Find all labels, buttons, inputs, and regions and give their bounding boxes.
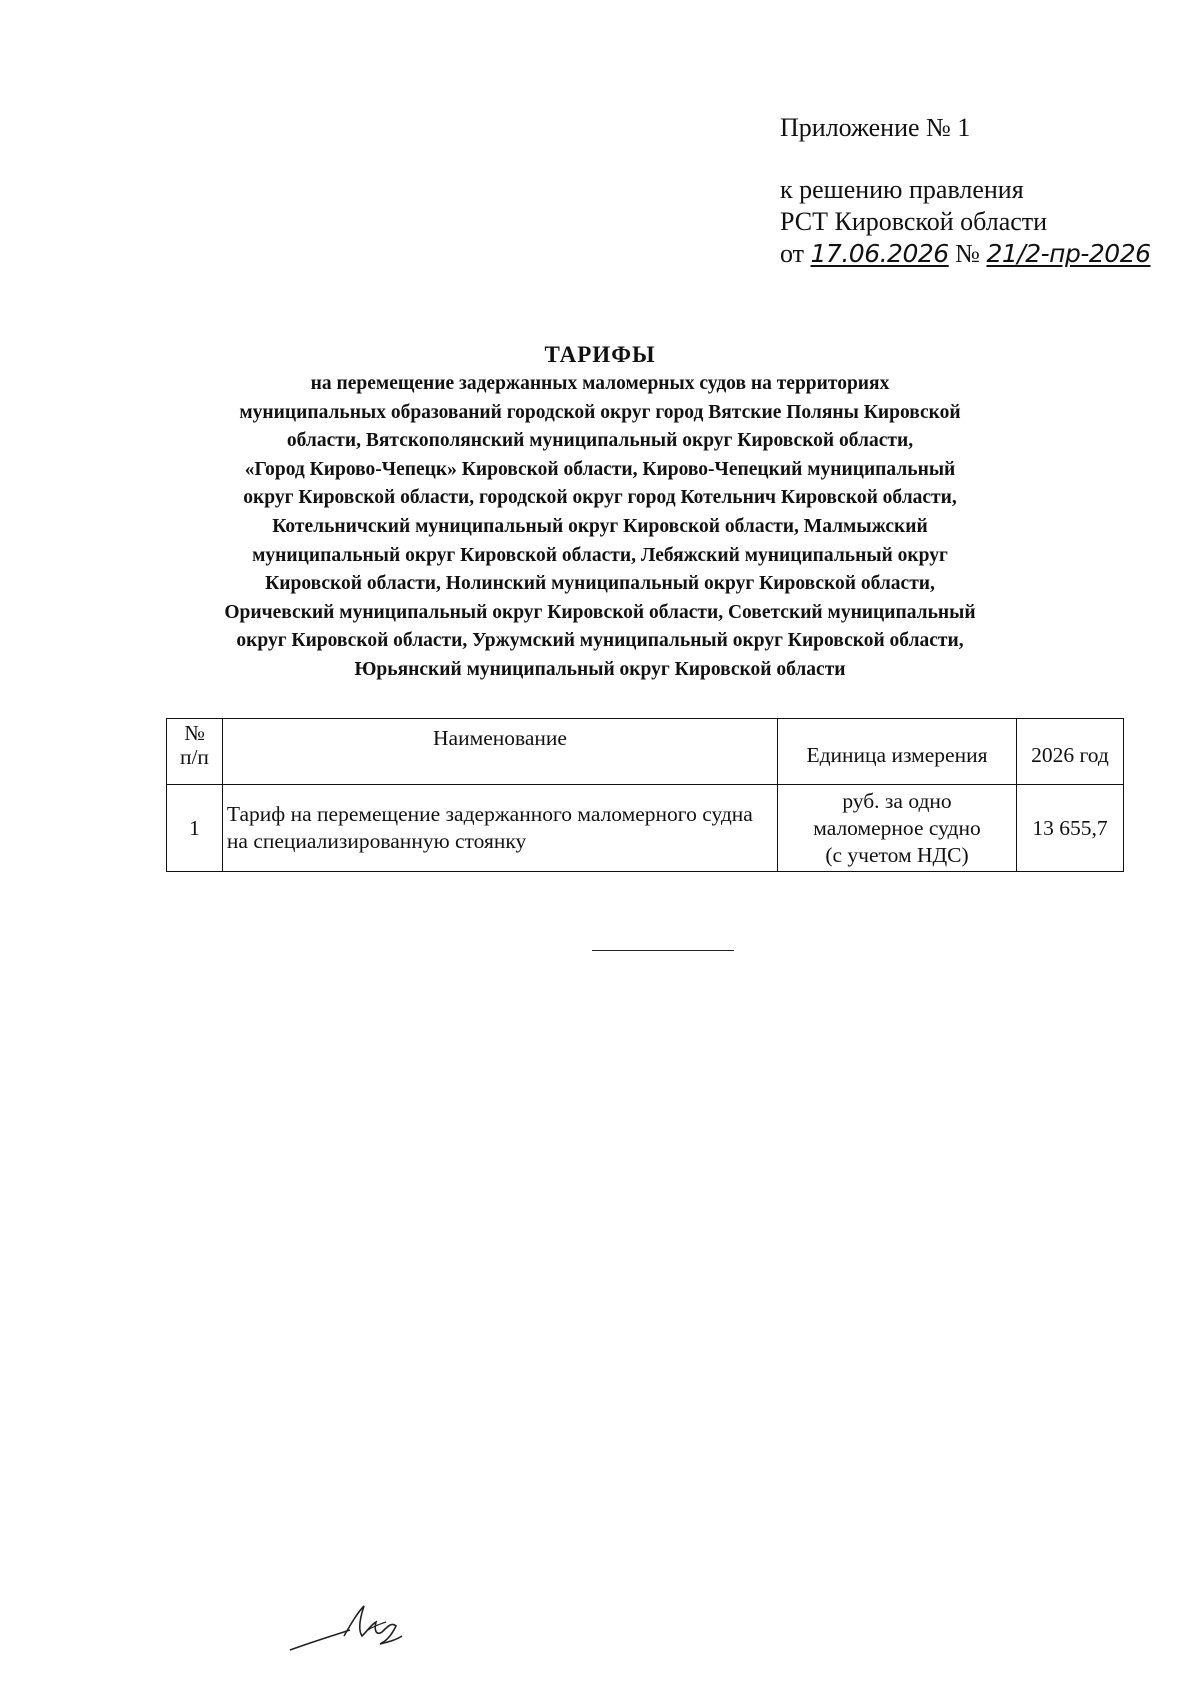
appendix-title: Приложение № 1 (780, 113, 971, 142)
subtitle-line: муниципальных образований городской округ город Вятские Поляны Кировской (239, 401, 961, 423)
cell-unit: руб. за одно маломерное судно (с учетом НДС) (778, 785, 1017, 872)
subtitle-line: «Город Кирово-Чепецк» Кировской области, Кирово-Чепецкий муниципальный (244, 458, 956, 480)
table-row (167, 785, 1124, 872)
document-subtitle (150, 370, 1050, 685)
number-sign: № (955, 239, 980, 268)
appendix-date-number-line (780, 238, 1151, 270)
subtitle-line: округ Кировской области, Уржумский муниципальный округ Кировской области, (236, 630, 964, 652)
appendix-block (780, 112, 1151, 270)
subtitle-line: округ Кировской области, городской округ город Котельнич Кировской области, (243, 487, 957, 509)
date-prefix: от (780, 239, 805, 268)
end-divider (592, 950, 734, 951)
subtitle-line: Оричевский муниципальный округ Кировской области, Советский муниципальный (224, 601, 976, 623)
appendix-authority-line: РСТ Кировской области (780, 207, 1048, 236)
handwritten-date: 17.06.2026 (810, 239, 949, 268)
handwritten-number: 21/2-пр-2026 (986, 239, 1151, 268)
header-name: Наименование (222, 719, 777, 785)
cell-number: 1 (167, 785, 223, 872)
cell-value: 13 655,7 (1016, 785, 1123, 872)
table-header-row (167, 719, 1124, 785)
header-year: 2026 год (1016, 719, 1123, 785)
header-unit: Единица измерения (778, 719, 1017, 785)
cell-name: Тариф на перемещение задержанного маломерного судна на специализированную стоянку (222, 785, 777, 872)
header-number: № п/п (167, 719, 223, 785)
subtitle-line: области, Вятскополянский муниципальный округ Кировской области, (286, 430, 914, 452)
subtitle-line: на перемещение задержанных маломерных судов на территориях (310, 373, 890, 394)
signature-icon (288, 1600, 428, 1670)
appendix-decision-line: к решению правления (780, 175, 1024, 204)
subtitle-line: Котельничский муниципальный округ Кировской области, Малмыжский (272, 515, 928, 537)
document-title: ТАРИФЫ (544, 342, 656, 367)
subtitle-line: Кировской области, Нолинский муниципальный округ Кировской области, (265, 573, 935, 595)
subtitle-line: Юрьянский муниципальный округ Кировской области (354, 658, 846, 680)
tariff-table (166, 718, 1124, 872)
document-heading (150, 340, 1050, 685)
subtitle-line: муниципальный округ Кировской области, Лебяжский муниципальный округ (252, 544, 948, 566)
